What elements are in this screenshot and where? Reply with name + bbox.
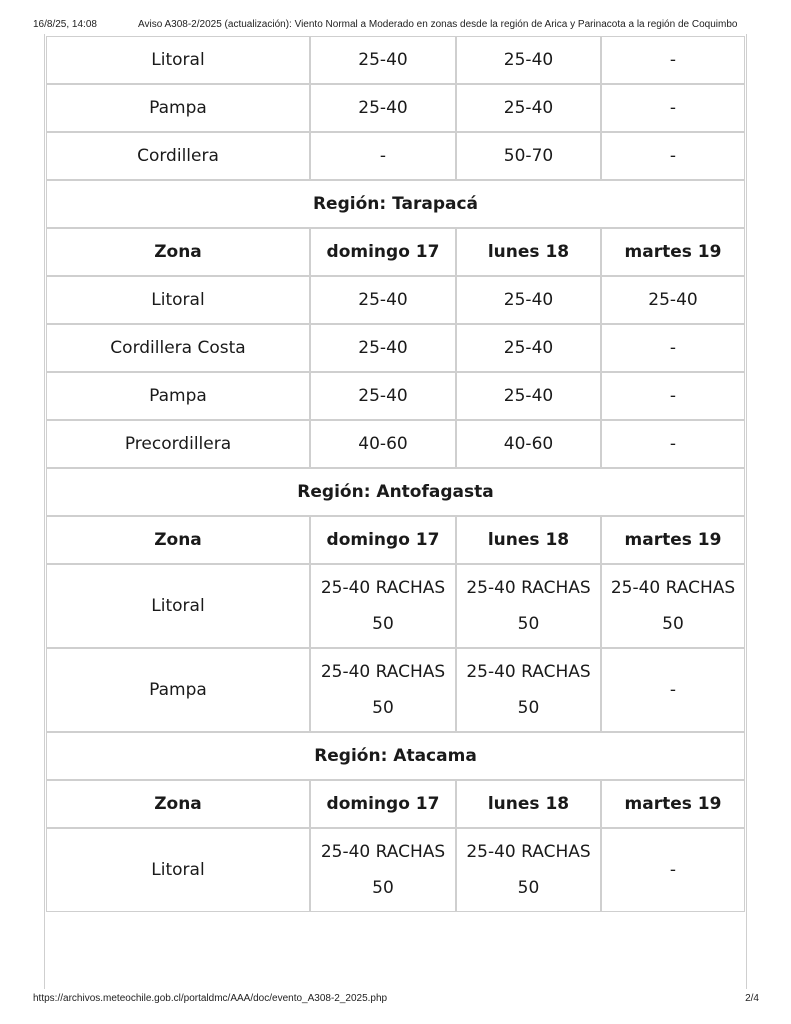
value-cell: 25-40 (456, 372, 601, 420)
table-row (46, 84, 745, 132)
table-row (46, 372, 745, 420)
table-row (46, 828, 745, 912)
column-header: Zona (46, 228, 310, 276)
value-cell: 25-40 RACHAS 50 (310, 564, 456, 648)
value-cell: - (601, 324, 745, 372)
value-cell: 25-40 RACHAS 50 (456, 564, 601, 648)
value-cell: - (601, 84, 745, 132)
value-cell: 25-40 RACHAS 50 (601, 564, 745, 648)
column-header: Zona (46, 780, 310, 828)
table-row (46, 132, 745, 180)
value-cell: - (601, 420, 745, 468)
value-cell: 25-40 RACHAS 50 (456, 648, 601, 732)
value-cell: 25-40 (456, 84, 601, 132)
value-cell: 25-40 RACHAS 50 (456, 828, 601, 912)
zone-cell: Cordillera (46, 132, 310, 180)
value-cell: 25-40 (310, 36, 456, 84)
zone-cell: Litoral (46, 276, 310, 324)
column-header-row (46, 516, 745, 564)
column-header: Zona (46, 516, 310, 564)
value-cell: - (601, 648, 745, 732)
table-row (46, 564, 745, 648)
value-cell: - (601, 372, 745, 420)
value-cell: 25-40 (456, 36, 601, 84)
table-row (46, 324, 745, 372)
value-cell: 50-70 (456, 132, 601, 180)
value-cell: 25-40 (456, 324, 601, 372)
region-header-row (46, 468, 745, 516)
column-header-row (46, 780, 745, 828)
value-cell: 25-40 (310, 84, 456, 132)
page-number: 2/4 (745, 993, 759, 1004)
value-cell: 40-60 (310, 420, 456, 468)
region-header-row (46, 180, 745, 228)
value-cell: 25-40 (456, 276, 601, 324)
region-title: Región: Antofagasta (46, 468, 745, 516)
column-header: domingo 17 (310, 228, 456, 276)
value-cell: - (310, 132, 456, 180)
wind-forecast-table (46, 36, 745, 912)
value-cell: - (601, 132, 745, 180)
value-cell: 25-40 RACHAS 50 (310, 648, 456, 732)
print-header (0, 0, 791, 32)
value-cell: 25-40 RACHAS 50 (310, 828, 456, 912)
region-title: Región: Tarapacá (46, 180, 745, 228)
value-cell: 25-40 (310, 324, 456, 372)
region-header-row (46, 732, 745, 780)
column-header: martes 19 (601, 780, 745, 828)
zone-cell: Litoral (46, 36, 310, 84)
value-cell: 25-40 (310, 276, 456, 324)
zone-cell: Pampa (46, 84, 310, 132)
value-cell: - (601, 36, 745, 84)
column-header: martes 19 (601, 228, 745, 276)
print-title: Aviso A308-2/2025 (actualización): Viento Normal a Moderado en zonas desde la región de Arica y Parinacota a la región de Coquimbo (138, 19, 738, 30)
value-cell: 25-40 (601, 276, 745, 324)
table-row (46, 276, 745, 324)
value-cell: - (601, 828, 745, 912)
column-header-row (46, 228, 745, 276)
print-footer (0, 988, 791, 1008)
value-cell: 25-40 (310, 372, 456, 420)
print-url: https://archivos.meteochile.gob.cl/portaldmc/AAA/doc/evento_A308-2_2025.php (33, 993, 388, 1004)
print-date: 16/8/25, 14:08 (33, 19, 97, 30)
column-header: lunes 18 (456, 228, 601, 276)
column-header: lunes 18 (456, 780, 601, 828)
region-title: Región: Atacama (46, 732, 745, 780)
zone-cell: Pampa (46, 372, 310, 420)
value-cell: 40-60 (456, 420, 601, 468)
table-row (46, 36, 745, 84)
zone-cell: Cordillera Costa (46, 324, 310, 372)
table-row (46, 648, 745, 732)
column-header: martes 19 (601, 516, 745, 564)
column-header: domingo 17 (310, 516, 456, 564)
zone-cell: Litoral (46, 828, 310, 912)
table-row (46, 420, 745, 468)
zone-cell: Pampa (46, 648, 310, 732)
zone-cell: Litoral (46, 564, 310, 648)
column-header: lunes 18 (456, 516, 601, 564)
column-header: domingo 17 (310, 780, 456, 828)
zone-cell: Precordillera (46, 420, 310, 468)
